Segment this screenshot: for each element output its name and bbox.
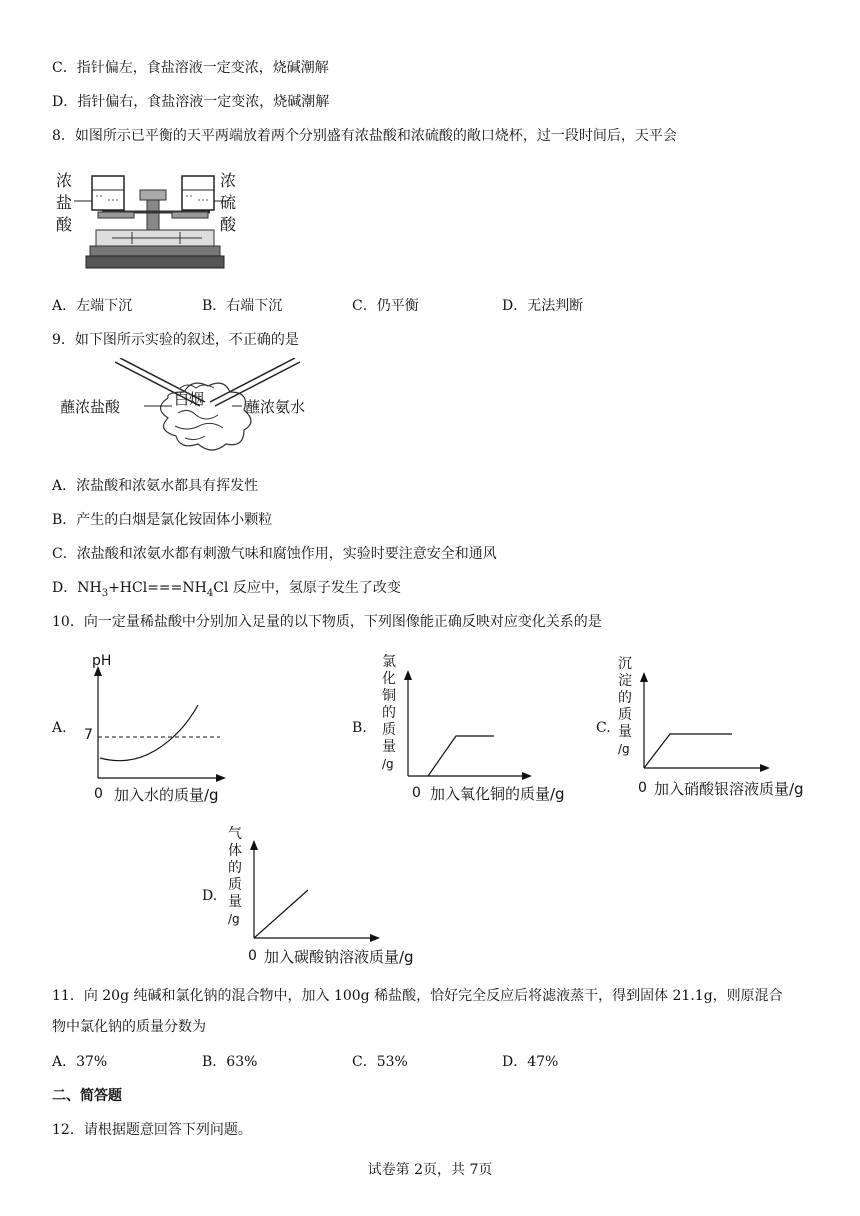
q12-stem: 12．请根据题意回答下列问题。 <box>52 1122 252 1138</box>
q8-option-b: B．右端下沉 <box>202 298 283 314</box>
q8-option-c: C．仍平衡 <box>352 298 419 314</box>
graph-a-xlabel: 加入水的质量/g <box>114 786 219 804</box>
graph-b-xlabel: 加入氧化铜的质量/g <box>430 785 565 803</box>
q9-option-d: D．$NH_3+HCl===NH_4Cl$ 反应中，氢原子发生了改变 <box>52 580 401 599</box>
graph-b-ylabel: 氯 化 铜 的 质 量 /g <box>382 654 396 771</box>
page-footer: 试卷第 2页，共 7页 <box>367 1162 493 1178</box>
q11-option-c: C．53% <box>352 1054 408 1070</box>
graph-d-xlabel: 加入碳酸钠溶液质量/g <box>264 948 414 966</box>
graph-c-letter: C. <box>596 720 611 736</box>
q9-center-label: 白烟 <box>174 390 205 408</box>
graph-c-xlabel: 加入硝酸银溶液质量/g <box>654 780 804 798</box>
q10-stem: 10．向一定量稀盐酸中分别加入足量的以下物质，下列图像能正确反映对应变化关系的是 <box>52 614 602 630</box>
q11-option-b: B．63% <box>202 1054 258 1070</box>
smoke-figure <box>60 358 360 458</box>
q9-right-label: 蘸浓氨水 <box>245 398 306 416</box>
graph-c-origin: 0 <box>638 780 647 796</box>
q7-option-c: C．指针偏左，食盐溶液一定变浓，烧碱潮解 <box>52 60 329 76</box>
q11-stem-line2: 物中氯化钠的质量分数为 <box>52 1019 206 1035</box>
graph-a-ylabel: pH <box>92 653 112 669</box>
graph-d-origin: 0 <box>248 948 257 964</box>
graph-b-letter: B. <box>352 720 367 736</box>
q8-stem: 8．如图所示已平衡的天平两端放着两个分别盛有浓盐酸和浓硫酸的敞口烧杯，过一段时间后，天平会 <box>52 128 677 144</box>
q9-stem: 9．如下图所示实验的叙述，不正确的是 <box>52 332 299 348</box>
q7-option-d: D．指针偏右，食盐溶液一定变浓，烧碱潮解 <box>52 94 330 110</box>
q9-option-a: A．浓盐酸和浓氨水都具有挥发性 <box>52 478 259 494</box>
q9-option-b: B．产生的白烟是氯化铵固体小颗粒 <box>52 512 273 528</box>
graph-c <box>614 650 814 808</box>
q8-left-label: 浓 盐 酸 <box>56 171 73 234</box>
graph-a <box>80 650 240 804</box>
graph-a-plot <box>80 650 240 800</box>
graph-b <box>376 650 576 808</box>
balance-drawing <box>52 168 242 273</box>
graph-b-origin: 0 <box>412 785 421 801</box>
graph-a-ref-label: 7 <box>84 727 93 743</box>
graph-d-letter: D. <box>202 888 218 904</box>
q8-right-label: 浓 硫 酸 <box>220 171 237 234</box>
graph-a-letter: A. <box>52 720 67 736</box>
q11-option-a: A．37% <box>52 1054 108 1070</box>
section-heading: 二、简答题 <box>52 1088 122 1104</box>
graph-d-ylabel: 气 体 的 质 量 /g <box>228 826 242 926</box>
graph-c-ylabel: 沉 淀 的 质 量 /g <box>618 656 632 756</box>
balance-figure <box>52 168 242 273</box>
q11-option-d: D．47% <box>502 1054 559 1070</box>
q8-option-d: D．无法判断 <box>502 298 584 314</box>
q11-stem-line1: 11．向 20g 纯碱和氯化钠的混合物中，加入 100g 稀盐酸，恰好完全反应后将滤液蒸干，得到固体 21.1g，则原混合 <box>52 988 783 1004</box>
q8-option-a: A．左端下沉 <box>52 298 133 314</box>
q9-left-label: 蘸浓盐酸 <box>60 398 121 416</box>
q9-option-c: C．浓盐酸和浓氨水都有刺激气味和腐蚀作用，实验时要注意安全和通风 <box>52 546 497 562</box>
graph-a-origin: 0 <box>94 786 103 802</box>
graph-d <box>224 820 424 970</box>
